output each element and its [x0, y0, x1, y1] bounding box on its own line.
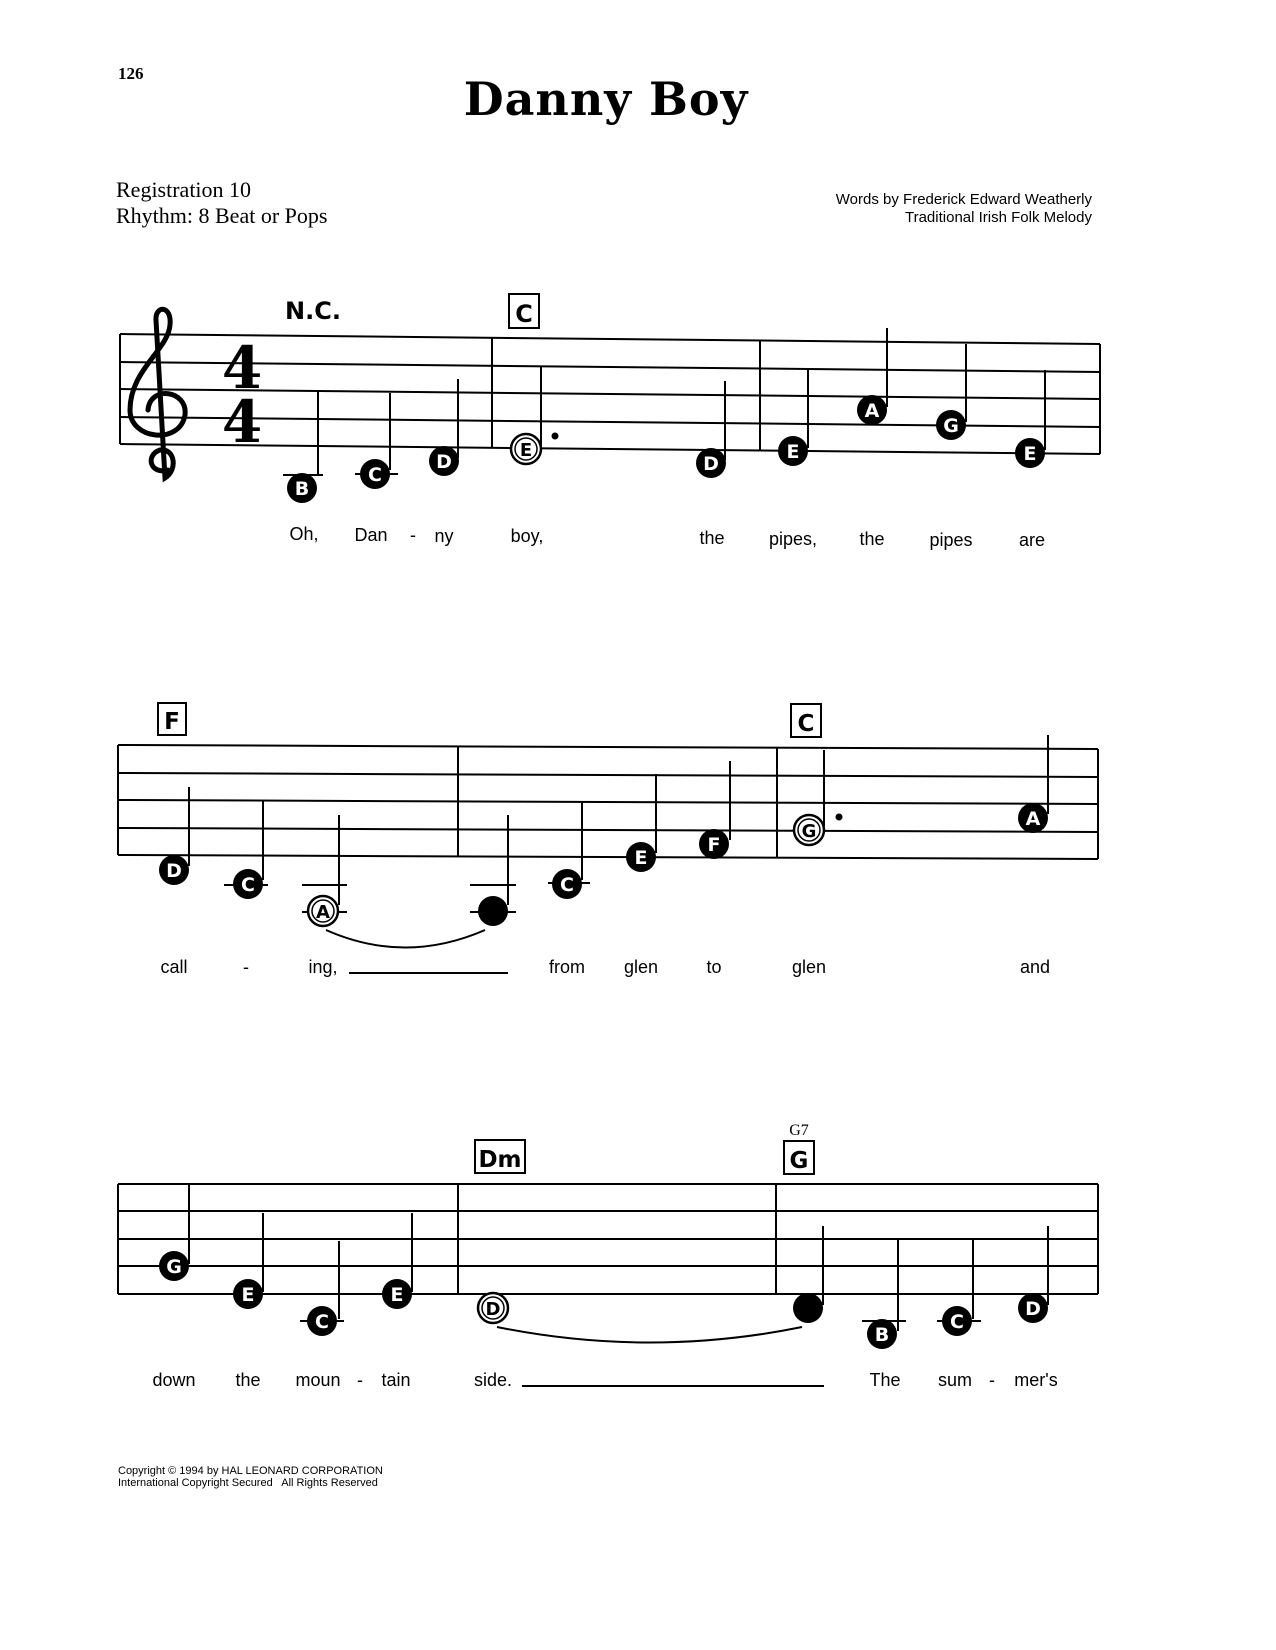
chord-box	[784, 1141, 814, 1174]
page-number: 126	[118, 64, 144, 83]
svg-text:D: D	[166, 860, 182, 882]
staff-system-3	[118, 1184, 1098, 1294]
note-head	[699, 829, 729, 859]
chord-symbol: F	[164, 709, 180, 735]
staff-system-2	[118, 745, 1098, 859]
svg-text:G: G	[801, 821, 817, 842]
svg-text:D: D	[1025, 1298, 1041, 1320]
lyric-hyphen: -	[243, 957, 249, 977]
svg-text:C: C	[560, 874, 574, 896]
lyric-syllable: the	[235, 1370, 261, 1390]
note-head	[942, 1306, 972, 1336]
time-signature-bottom: 4	[221, 388, 263, 456]
chord-box	[509, 294, 539, 328]
svg-text:C: C	[315, 1311, 329, 1333]
svg-text:G: G	[943, 415, 959, 437]
svg-text:D: D	[485, 1299, 501, 1320]
lyric-syllable: and	[1019, 957, 1051, 977]
lyric-syllable: Oh,	[289, 524, 319, 544]
note-head	[793, 1293, 823, 1323]
tie	[326, 930, 485, 948]
svg-text:D: D	[703, 453, 719, 475]
lyric-syllable: sum	[937, 1370, 973, 1390]
note-head	[308, 896, 338, 926]
note-head	[626, 842, 656, 872]
chord-symbol: C	[515, 300, 533, 328]
svg-text:E: E	[634, 847, 648, 869]
time-signature	[222, 334, 262, 456]
chord-symbol: Dm	[478, 1147, 522, 1173]
lyric-syllable: glen	[791, 957, 827, 977]
melody-credit: Traditional Irish Folk Melody	[904, 209, 1092, 226]
note-head	[511, 434, 541, 464]
note-head	[857, 395, 887, 425]
time-signature-top: 4	[221, 334, 263, 402]
svg-text:F: F	[707, 834, 721, 856]
lyric-hyphen: -	[410, 525, 416, 545]
lyric-syllable: side.	[473, 1370, 513, 1390]
copyright-notice	[118, 1465, 383, 1489]
chord-box	[475, 1140, 525, 1173]
dot	[552, 433, 559, 440]
chord-symbol: G	[789, 1148, 809, 1174]
note-head	[936, 410, 966, 440]
words-credit: Words by Frederick Edward Weatherly	[835, 191, 1092, 208]
note-head	[867, 1319, 897, 1349]
note-head	[478, 1293, 508, 1323]
note-head	[1015, 438, 1045, 468]
svg-text:C: C	[241, 874, 255, 896]
lyric-syllable: moun	[295, 1370, 341, 1390]
chord-box	[791, 704, 821, 737]
note-head	[307, 1306, 337, 1336]
svg-text:B: B	[294, 478, 310, 500]
note-head	[429, 446, 459, 476]
lyric-syllable: pipes	[929, 530, 973, 550]
copyright-line: Copyright © 1994 by HAL LEONARD CORPORATION	[118, 1465, 383, 1477]
svg-text:A: A	[316, 902, 330, 923]
lyric-syllable: mer's	[1014, 1370, 1058, 1390]
song-title: Danny Boy	[463, 72, 749, 126]
svg-text:E: E	[1023, 443, 1037, 465]
lyric-syllable: ny	[434, 526, 454, 546]
lyric-syllable: ing,	[308, 957, 338, 977]
note-head	[233, 869, 263, 899]
note-head	[159, 855, 189, 885]
note-head	[1018, 803, 1048, 833]
rights-line: International Copyright Secured All Rights Reserved	[118, 1477, 378, 1489]
svg-text:A: A	[1025, 808, 1041, 830]
svg-text:E: E	[786, 441, 800, 463]
lyric-syllable: The	[869, 1370, 901, 1390]
svg-text:E: E	[519, 440, 533, 461]
svg-text:D: D	[436, 451, 452, 473]
dot	[836, 814, 843, 821]
lyric-syllable: down	[152, 1370, 196, 1390]
registration-text: Registration 10	[116, 177, 252, 202]
note-head	[1018, 1293, 1048, 1323]
lyric-syllable: the	[859, 529, 885, 549]
lyric-syllable: call	[160, 957, 188, 977]
lyric-syllable: glen	[623, 957, 659, 977]
lyric-syllable: are	[1018, 530, 1046, 550]
chord-symbol: N.C.	[285, 297, 341, 325]
note-head	[552, 869, 582, 899]
lyric-syllable: to	[706, 957, 722, 977]
note-head	[159, 1251, 189, 1281]
note-head	[287, 473, 317, 503]
svg-text:E: E	[390, 1284, 404, 1306]
note-head	[696, 448, 726, 478]
note-head	[478, 896, 508, 926]
note-head	[794, 815, 824, 845]
svg-text:G: G	[166, 1256, 182, 1278]
lyric-syllable: the	[699, 528, 725, 548]
lyric-syllable: boy,	[510, 526, 544, 546]
svg-text:A: A	[864, 400, 880, 422]
lyric-syllable: Dan	[354, 525, 388, 545]
rhythm-text: Rhythm: 8 Beat or Pops	[116, 203, 328, 228]
note-head	[233, 1279, 263, 1309]
lyric-syllable: from	[549, 957, 585, 977]
svg-text:C: C	[368, 464, 382, 486]
lyric-syllable: tain	[381, 1370, 411, 1390]
note-head	[382, 1279, 412, 1309]
svg-text:E: E	[241, 1284, 255, 1306]
tie	[497, 1327, 802, 1343]
lyric-hyphen: -	[989, 1370, 995, 1390]
chord-name-small: G7	[789, 1122, 809, 1139]
chord-symbol: C	[797, 711, 815, 737]
svg-text:C: C	[950, 1311, 964, 1333]
note-head	[360, 459, 390, 489]
lyric-hyphen: -	[357, 1370, 363, 1390]
svg-text:B: B	[874, 1324, 890, 1346]
chord-box	[158, 703, 186, 735]
lyric-syllable: pipes,	[768, 529, 818, 549]
note-head	[778, 436, 808, 466]
